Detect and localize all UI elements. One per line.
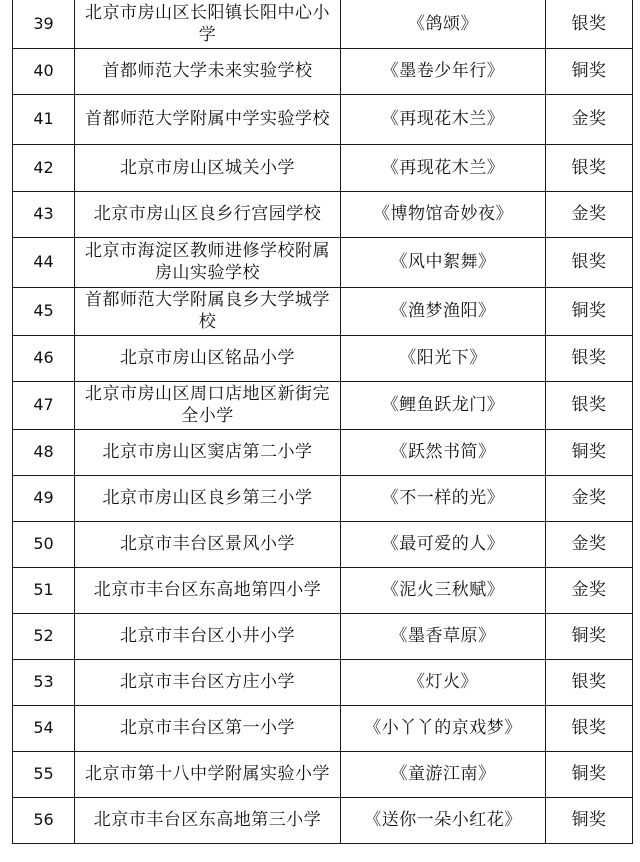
table-row: [13, 797, 633, 843]
school-name-cell: 北京市房山区城关小学: [75, 144, 341, 191]
school-name-cell: 北京市房山区良乡第三小学: [75, 475, 341, 521]
awards-table-body: [13, 0, 633, 843]
award-cell: 银奖: [546, 237, 633, 287]
row-number-cell: 40: [13, 48, 75, 94]
award-cell: 金奖: [546, 567, 633, 613]
row-number-cell: 42: [13, 144, 75, 191]
award-cell: 金奖: [546, 191, 633, 237]
table-row: [13, 613, 633, 659]
award-cell: 铜奖: [546, 429, 633, 475]
award-cell: 金奖: [546, 521, 633, 567]
awards-table: [12, 0, 633, 844]
table-row: [13, 191, 633, 237]
award-cell: 银奖: [546, 144, 633, 191]
table-row: [13, 237, 633, 287]
table-row: [13, 144, 633, 191]
row-number-cell: 44: [13, 237, 75, 287]
table-row: [13, 521, 633, 567]
school-name-cell: 北京市丰台区第一小学: [75, 705, 341, 751]
school-name-cell: 北京市海淀区教师进修学校附属房山实验学校: [75, 237, 341, 287]
row-number-cell: 53: [13, 659, 75, 705]
work-title-cell: 《再现花木兰》: [341, 144, 546, 191]
work-title-cell: 《风中絮舞》: [341, 237, 546, 287]
award-cell: 铜奖: [546, 797, 633, 843]
row-number-cell: 55: [13, 751, 75, 797]
row-number-cell: 49: [13, 475, 75, 521]
school-name-cell: 北京市房山区长阳镇长阳中心小学: [75, 0, 341, 48]
award-cell: 银奖: [546, 381, 633, 429]
work-title-cell: 《泥火三秋赋》: [341, 567, 546, 613]
school-name-cell: 北京市房山区良乡行宫园学校: [75, 191, 341, 237]
table-row: [13, 475, 633, 521]
work-title-cell: 《小丫丫的京戏梦》: [341, 705, 546, 751]
row-number-cell: 45: [13, 287, 75, 335]
table-row: [13, 567, 633, 613]
award-cell: 铜奖: [546, 287, 633, 335]
work-title-cell: 《最可爱的人》: [341, 521, 546, 567]
work-title-cell: 《跃然书简》: [341, 429, 546, 475]
table-row: [13, 705, 633, 751]
table-row: [13, 94, 633, 144]
work-title-cell: 《鸽颂》: [341, 0, 546, 48]
school-name-cell: 北京市房山区窦店第二小学: [75, 429, 341, 475]
row-number-cell: 39: [13, 0, 75, 48]
row-number-cell: 48: [13, 429, 75, 475]
work-title-cell: 《再现花木兰》: [341, 94, 546, 144]
school-name-cell: 北京市丰台区东高地第四小学: [75, 567, 341, 613]
award-cell: 银奖: [546, 335, 633, 381]
school-name-cell: 首都师范大学未来实验学校: [75, 48, 341, 94]
award-cell: 金奖: [546, 94, 633, 144]
award-cell: 金奖: [546, 475, 633, 521]
award-cell: 银奖: [546, 705, 633, 751]
work-title-cell: 《鲤鱼跃龙门》: [341, 381, 546, 429]
work-title-cell: 《童游江南》: [341, 751, 546, 797]
row-number-cell: 43: [13, 191, 75, 237]
school-name-cell: 北京市丰台区小井小学: [75, 613, 341, 659]
row-number-cell: 51: [13, 567, 75, 613]
table-row: [13, 287, 633, 335]
award-cell: 银奖: [546, 0, 633, 48]
work-title-cell: 《渔梦渔阳》: [341, 287, 546, 335]
row-number-cell: 41: [13, 94, 75, 144]
row-number-cell: 46: [13, 335, 75, 381]
work-title-cell: 《送你一朵小红花》: [341, 797, 546, 843]
table-row: [13, 751, 633, 797]
table-row: [13, 429, 633, 475]
table-row: [13, 0, 633, 48]
row-number-cell: 54: [13, 705, 75, 751]
award-cell: 银奖: [546, 659, 633, 705]
row-number-cell: 56: [13, 797, 75, 843]
school-name-cell: 首都师范大学附属良乡大学城学校: [75, 287, 341, 335]
award-cell: 铜奖: [546, 751, 633, 797]
row-number-cell: 47: [13, 381, 75, 429]
row-number-cell: 50: [13, 521, 75, 567]
school-name-cell: 首都师范大学附属中学实验学校: [75, 94, 341, 144]
school-name-cell: 北京市第十八中学附属实验小学: [75, 751, 341, 797]
work-title-cell: 《不一样的光》: [341, 475, 546, 521]
table-row: [13, 381, 633, 429]
award-cell: 铜奖: [546, 613, 633, 659]
work-title-cell: 《阳光下》: [341, 335, 546, 381]
work-title-cell: 《灯火》: [341, 659, 546, 705]
school-name-cell: 北京市房山区周口店地区新街完全小学: [75, 381, 341, 429]
table-row: [13, 659, 633, 705]
row-number-cell: 52: [13, 613, 75, 659]
school-name-cell: 北京市房山区铭品小学: [75, 335, 341, 381]
work-title-cell: 《博物馆奇妙夜》: [341, 191, 546, 237]
work-title-cell: 《墨香草原》: [341, 613, 546, 659]
school-name-cell: 北京市丰台区景风小学: [75, 521, 341, 567]
table-row: [13, 335, 633, 381]
work-title-cell: 《墨卷少年行》: [341, 48, 546, 94]
school-name-cell: 北京市丰台区方庄小学: [75, 659, 341, 705]
school-name-cell: 北京市丰台区东高地第三小学: [75, 797, 341, 843]
table-row: [13, 48, 633, 94]
award-cell: 铜奖: [546, 48, 633, 94]
